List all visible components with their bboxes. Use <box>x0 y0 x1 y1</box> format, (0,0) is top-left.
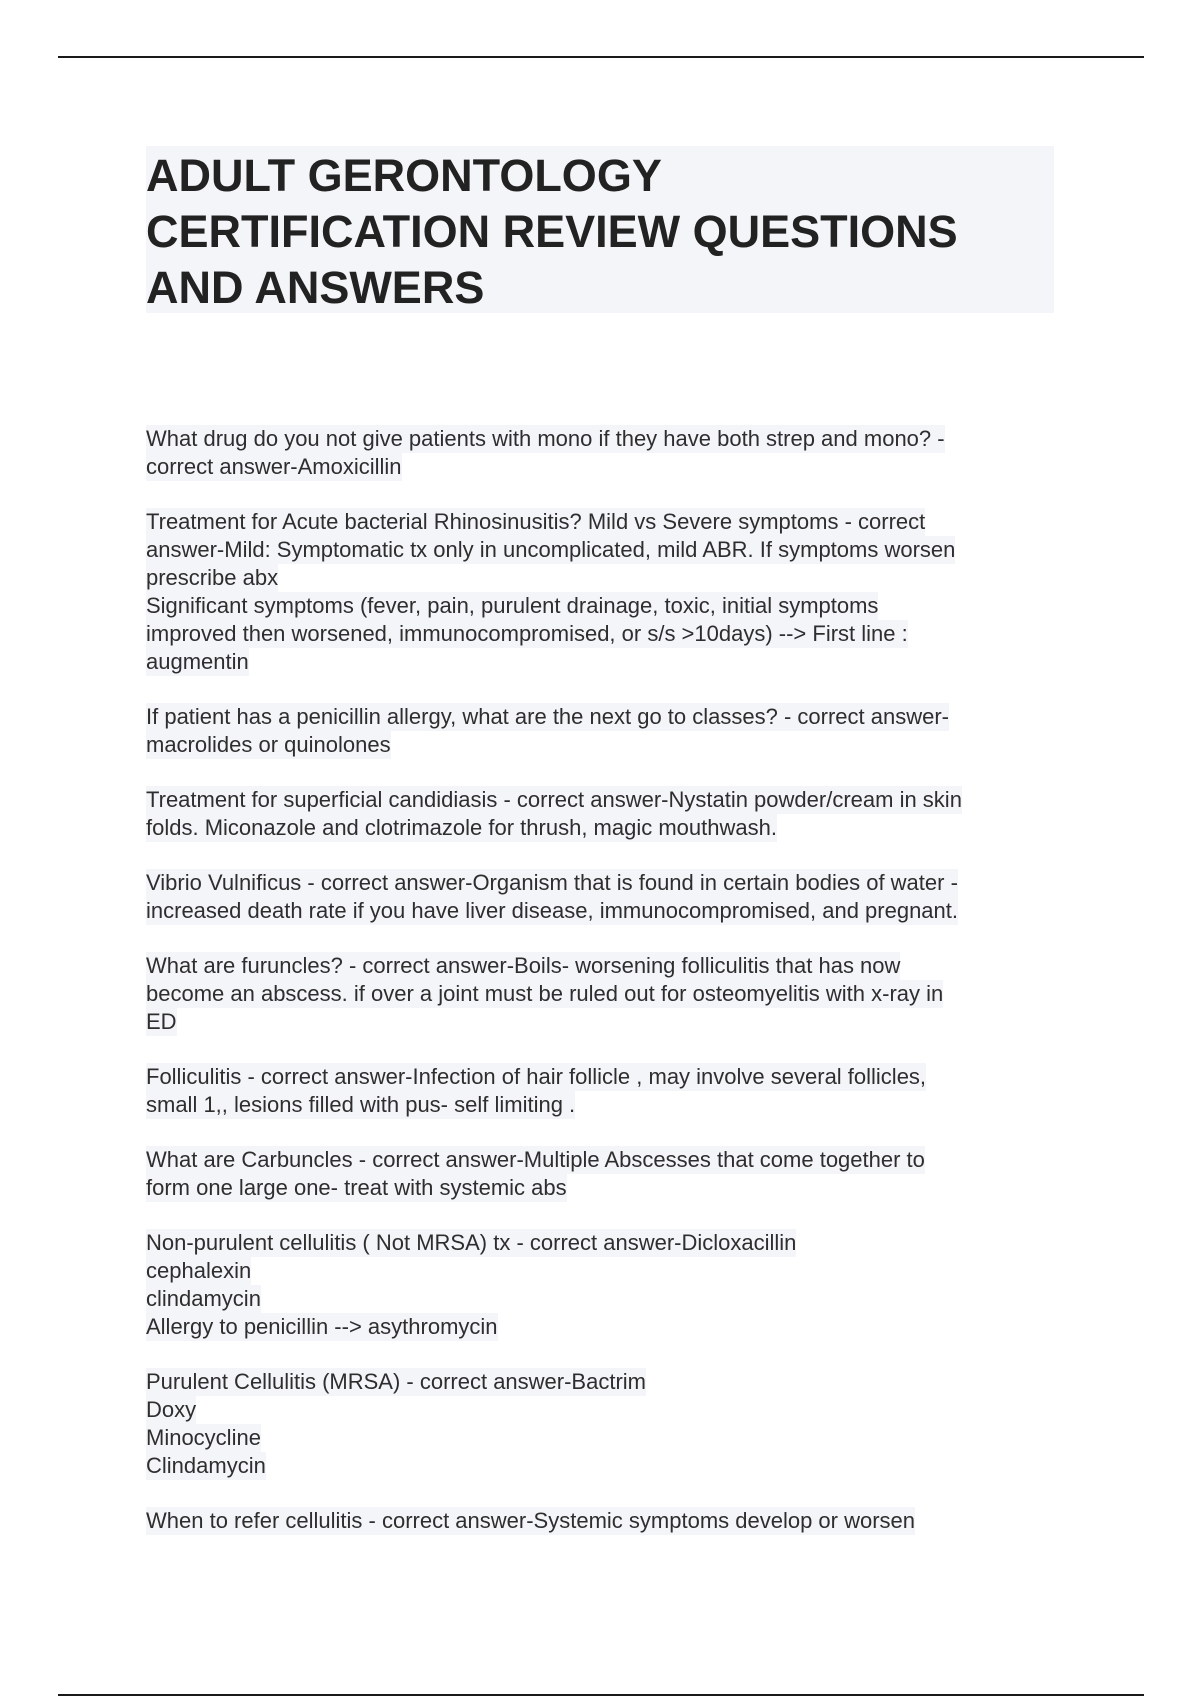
qa-item <box>146 425 1066 481</box>
qa-line: cephalexin <box>146 1258 252 1283</box>
qa-line: correct answer-Amoxicillin <box>146 454 402 479</box>
qa-line: Minocycline <box>146 1425 261 1450</box>
qa-line: Clindamycin <box>146 1453 266 1478</box>
qa-line: small 1,, lesions filled with pus- self limiting . <box>146 1092 576 1117</box>
qa-item <box>146 1368 1066 1480</box>
qa-line: improved then worsened, immunocompromised, or s/s >10days) --> First line : <box>146 621 908 646</box>
qa-item <box>146 786 1066 842</box>
qa-line: form one large one- treat with systemic abs <box>146 1175 567 1200</box>
qa-line: What are furuncles? - correct answer-Boils- worsening folliculitis that has now <box>146 953 901 978</box>
qa-item <box>146 1507 1066 1535</box>
qa-item <box>146 952 1066 1036</box>
qa-line: Non-purulent cellulitis ( Not MRSA) tx - correct answer-Dicloxacillin <box>146 1230 797 1255</box>
qa-item <box>146 703 1066 759</box>
qa-line: clindamycin <box>146 1286 261 1311</box>
qa-line: augmentin <box>146 649 249 674</box>
qa-line: Vibrio Vulnificus - correct answer-Organism that is found in certain bodies of water - <box>146 870 958 895</box>
qa-line: When to refer cellulitis - correct answer-Systemic symptoms develop or worsen <box>146 1508 916 1533</box>
qa-line: Purulent Cellulitis (MRSA) - correct answer-Bactrim <box>146 1369 646 1394</box>
qa-line: answer-Mild: Symptomatic tx only in uncomplicated, mild ABR. If symptoms worsen <box>146 537 956 562</box>
qa-item <box>146 1146 1066 1202</box>
qa-line: Doxy <box>146 1397 197 1422</box>
qa-line: become an abscess. if over a joint must be ruled out for osteomyelitis with x-ray in <box>146 981 944 1006</box>
qa-line: increased death rate if you have liver disease, immunocompromised, and pregnant. <box>146 898 959 923</box>
qa-line: Folliculitis - correct answer-Infection of hair follicle , may involve several follicles, <box>146 1064 927 1089</box>
qa-line: macrolides or quinolones <box>146 732 391 757</box>
qa-item <box>146 1063 1066 1119</box>
page-top-rule <box>58 56 1144 58</box>
qa-line: folds. Miconazole and clotrimazole for thrush, magic mouthwash. <box>146 815 777 840</box>
qa-item <box>146 508 1066 676</box>
qa-line: ED <box>146 1009 177 1034</box>
qa-line: Treatment for Acute bacterial Rhinosinusitis? Mild vs Severe symptoms - correct <box>146 509 926 534</box>
qa-list <box>146 425 1066 1562</box>
qa-item <box>146 869 1066 925</box>
qa-line: What are Carbuncles - correct answer-Multiple Abscesses that come together to <box>146 1147 925 1172</box>
qa-line: Treatment for superficial candidiasis - correct answer-Nystatin powder/cream in skin <box>146 787 962 812</box>
qa-line: prescribe abx <box>146 565 279 590</box>
page-bottom-rule <box>58 1694 1144 1696</box>
qa-line: If patient has a penicillin allergy, what are the next go to classes? - correct answer- <box>146 704 949 729</box>
qa-line: What drug do you not give patients with mono if they have both strep and mono? - <box>146 426 945 451</box>
qa-item <box>146 1229 1066 1341</box>
document-title: ADULT GERONTOLOGY CERTIFICATION REVIEW QUESTIONS AND ANSWERS <box>146 150 958 313</box>
qa-line: Significant symptoms (fever, pain, purulent drainage, toxic, initial symptoms <box>146 593 879 618</box>
qa-line: Allergy to penicillin --> asythromycin <box>146 1314 498 1339</box>
